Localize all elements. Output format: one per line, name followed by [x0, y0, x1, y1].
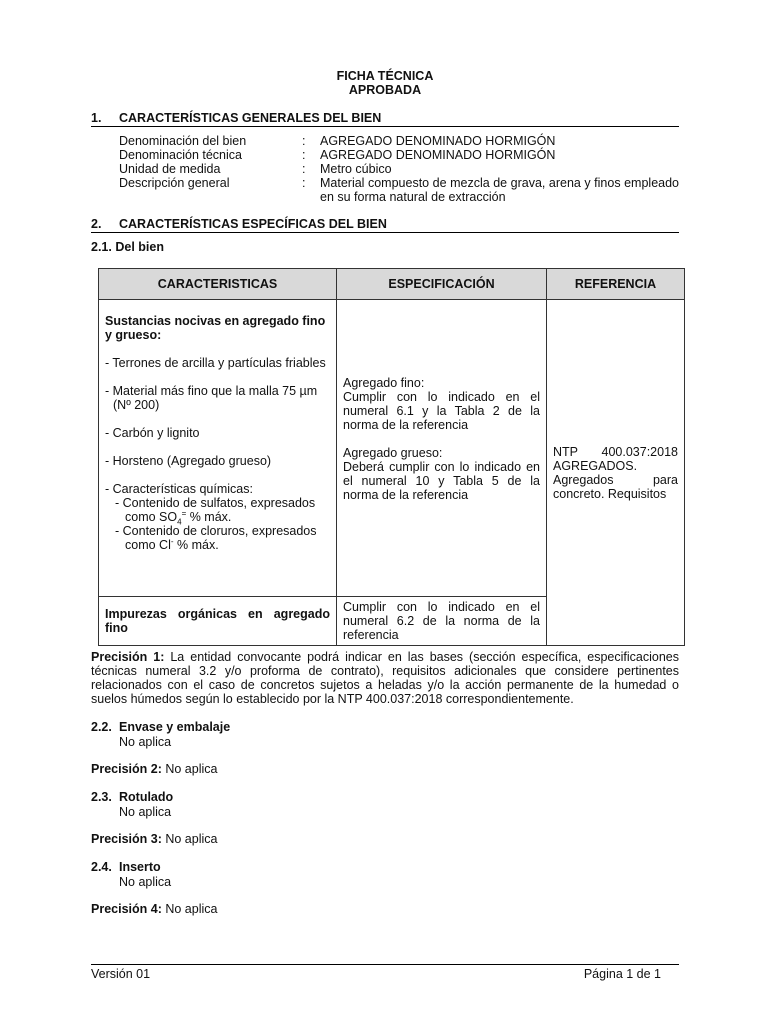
list-sub-item: [105, 496, 330, 527]
general-value: Material compuesto de mezcla de grava, arena y finos empleado en su forma natural de extracción: [320, 176, 679, 204]
sub-item-text: - Contenido de sulfatos, expresados como SO: [115, 496, 316, 524]
general-label: Unidad de medida: [119, 162, 221, 176]
footer-version: Versión 01: [91, 967, 151, 981]
general-colon: :: [302, 134, 306, 148]
precision-text: No aplica: [165, 832, 218, 846]
general-row: [119, 134, 679, 148]
subsection-2-3: [91, 790, 173, 804]
cell-characteristics: [99, 300, 337, 597]
specifications-table: [98, 268, 685, 646]
general-characteristics: [119, 134, 679, 204]
spec-fine-label: Agregado fino:: [343, 376, 425, 390]
general-colon: :: [302, 148, 306, 162]
list-item: - Carbón y lignito: [105, 426, 200, 440]
spec-text: Cumplir con lo indicado en el numeral 6.2 de la norma de la referencia: [343, 600, 540, 642]
general-row: [119, 162, 679, 176]
list-item: - Material más fino que la malla 75 µm (Nº 200): [105, 384, 318, 412]
subsection-title: Envase y embalaje: [119, 720, 231, 734]
sub-item-superscript: =: [181, 508, 187, 518]
spec-coarse-label: Agregado grueso:: [343, 446, 443, 460]
list-item: - Terrones de arcilla y partículas friables: [105, 356, 326, 370]
section2-heading: [91, 217, 679, 233]
subsection-2-2: [91, 720, 230, 734]
precision-text: No aplica: [165, 762, 218, 776]
general-label: Descripción general: [119, 176, 230, 190]
page-footer: [91, 967, 661, 981]
spec-fine-text: Cumplir con lo indicado en el numeral 6.1 y la Tabla 2 de la norma de la referencia: [343, 390, 540, 432]
subsection-number: 2.2.: [91, 720, 112, 734]
subsection-title: Del bien: [115, 240, 164, 254]
subsection-title: Inserto: [119, 860, 161, 874]
list-item: - Horsteno (Agregado grueso): [105, 454, 272, 468]
table-header-row: [99, 269, 685, 300]
subsection-number: 2.1.: [91, 240, 112, 254]
cell-reference: [547, 300, 685, 646]
precision-label: Precisión 1:: [91, 650, 165, 664]
subsection-number: 2.4.: [91, 860, 112, 874]
subsection-title: Rotulado: [119, 790, 174, 804]
sub-item-tail: % máx.: [186, 510, 232, 524]
subsection-2-4: [91, 860, 161, 874]
subsection-2-4-value: No aplica: [119, 875, 172, 889]
general-row: [119, 148, 679, 162]
row-heading: Sustancias nocivas en agregado fino y grueso:: [105, 314, 326, 342]
general-label: Denominación técnica: [119, 148, 242, 162]
sub-item-subscript: 4: [177, 517, 182, 527]
sub-item-superscript: -: [170, 536, 174, 546]
general-value: Metro cúbico: [320, 162, 392, 176]
subsection-2-3-value: No aplica: [119, 805, 172, 819]
precision-text: La entidad convocante podrá indicar en las bases (sección específica, especificaciones técnicas numeral 3.2 y/o proforma de contrato), requisitos adicionales que considere pertinentes relacionados con el caso de concretos sujetos a heladas y/o la acción permanente de la humedad o suelos húmedos según lo establecido por la NTP 400.037:2018 correspondientemente.: [91, 650, 679, 706]
column-header-reference: REFERENCIA: [547, 269, 685, 300]
document-page: [91, 0, 679, 1024]
section1-number: 1.: [91, 111, 102, 125]
row-heading: Impurezas orgánicas en agregado fino: [105, 607, 330, 635]
general-colon: :: [302, 162, 306, 176]
column-header-specification: ESPECIFICACIÓN: [337, 269, 547, 300]
section2-title: CARACTERÍSTICAS ESPECÍFICAS DEL BIEN: [119, 217, 387, 231]
section1-heading: [91, 111, 679, 127]
general-value: AGREGADO DENOMINADO HORMIGÓN: [320, 134, 556, 148]
sub-item-text: - Contenido de cloruros, expresados como Cl: [115, 524, 317, 552]
precision-text: No aplica: [165, 902, 218, 916]
footer-divider: [91, 964, 679, 965]
subsection-number: 2.3.: [91, 790, 112, 804]
precision-2: [91, 762, 217, 776]
section2-number: 2.: [91, 217, 102, 231]
precision-label: Precisión 4:: [91, 902, 162, 916]
precision-3: [91, 832, 217, 846]
list-item: - Características químicas:: [105, 482, 253, 496]
subsection-2-2-value: No aplica: [119, 735, 172, 749]
footer-page-number: Página 1 de 1: [583, 967, 661, 981]
general-value: AGREGADO DENOMINADO HORMIGÓN: [320, 148, 556, 162]
general-colon: :: [302, 176, 306, 190]
precision-label: Precisión 3:: [91, 832, 162, 846]
general-label: Denominación del bien: [119, 134, 247, 148]
precision-label: Precisión 2:: [91, 762, 162, 776]
section1-title: CARACTERÍSTICAS GENERALES DEL BIEN: [119, 111, 382, 125]
cell-specification: [337, 300, 547, 597]
list-sub-item: [105, 524, 330, 552]
precision-4: [91, 902, 217, 916]
precision-1-paragraph: [91, 650, 679, 706]
column-header-characteristics: CARACTERISTICAS: [99, 269, 337, 300]
general-row: [119, 176, 679, 204]
subsection-2-1: [91, 240, 164, 254]
sub-item-tail: % máx.: [173, 538, 219, 552]
table-row: [99, 300, 685, 597]
cell-characteristics: [99, 597, 337, 646]
spec-coarse-text: Deberá cumplir con lo indicado en el numeral 10 y Tabla 5 de la norma de la referencia: [343, 460, 540, 502]
cell-specification: [337, 597, 547, 646]
doc-title-line1: FICHA TÉCNICA: [336, 69, 434, 83]
doc-title-line2: APROBADA: [348, 83, 422, 97]
reference-text: NTP 400.037:2018 AGREGADOS. Agregados para concreto. Requisitos: [553, 444, 678, 501]
